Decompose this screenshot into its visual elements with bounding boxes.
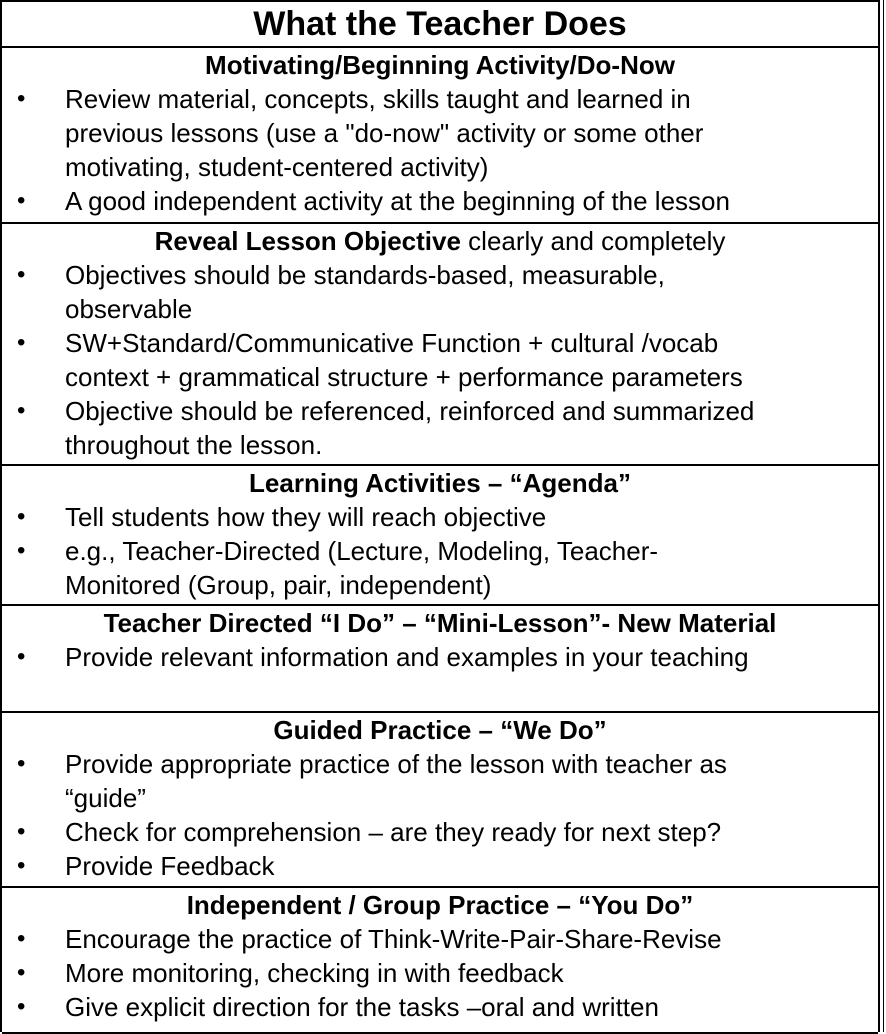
- bullet-item: [2, 326, 878, 394]
- bullet-item: [2, 990, 878, 1024]
- bullet-item: [2, 534, 878, 602]
- bullet-item: [2, 258, 878, 326]
- bullet-item: [2, 500, 878, 534]
- section-5: [2, 713, 878, 888]
- bullet-item: [2, 849, 878, 883]
- bullet-text-line: motivating, student-centered activity): [65, 152, 489, 182]
- bullet-text-line: context + grammatical structure + performance parameters: [65, 362, 743, 392]
- bullet-item: [2, 640, 878, 674]
- bullet-text-line: Tell students how they will reach objective: [65, 502, 547, 532]
- section-heading-bold: Guided Practice – “We Do”: [273, 715, 607, 745]
- section-heading-bold: Independent / Group Practice – “You Do”: [186, 890, 694, 920]
- bullet-icon: •: [17, 85, 26, 112]
- bullet-text-line: throughout the lesson.: [65, 430, 323, 460]
- bullet-item: [2, 184, 878, 218]
- bullet-text-line: “guide”: [65, 783, 146, 813]
- bullet-text-line: Give explicit direction for the tasks –oral and written: [65, 992, 659, 1022]
- bullet-text-line: observable: [65, 294, 193, 324]
- bullet-item: [2, 956, 878, 990]
- table-title: What the Teacher Does: [2, 2, 878, 48]
- bullet-text-line: Encourage the practice of Think-Write-Pair-Share-Revise: [65, 924, 722, 954]
- section-heading: [2, 466, 878, 500]
- bullet-icon: •: [17, 818, 26, 845]
- bullet-text-line: Provide relevant information and examples in your teaching: [65, 642, 749, 672]
- bullet-icon: •: [17, 187, 26, 214]
- bullet-text-line: Objective should be referenced, reinforced and summarized: [65, 396, 755, 426]
- section-heading-bold: Motivating/Beginning Activity/Do-Now: [205, 50, 675, 80]
- bullet-icon: •: [17, 993, 26, 1020]
- section-heading-bold: Reveal Lesson Objective: [154, 226, 461, 256]
- bullet-icon: •: [17, 643, 26, 670]
- section-heading-bold: Teacher Directed “I Do” – “Mini-Lesson”- New Material: [103, 608, 777, 638]
- section-4: [2, 606, 878, 713]
- bullet-item: [2, 747, 878, 815]
- bullet-icon: •: [17, 397, 26, 424]
- bullet-icon: •: [17, 261, 26, 288]
- bullet-icon: •: [17, 959, 26, 986]
- adjacent-column-border: [883, 0, 884, 1032]
- bullet-text-line: Review material, concepts, skills taught and learned in: [65, 84, 691, 114]
- bullet-item: [2, 922, 878, 956]
- section-2: [2, 224, 878, 466]
- section-6: [2, 888, 878, 1034]
- bullet-text-line: e.g., Teacher-Directed (Lecture, Modeling, Teacher-: [65, 536, 659, 566]
- section-heading: [2, 224, 878, 258]
- bullet-text-line: previous lessons (use a "do-now" activity or some other: [65, 118, 704, 148]
- section-heading: [2, 606, 878, 640]
- section-heading-rest: clearly and completely: [460, 226, 726, 256]
- bullet-text-line: SW+Standard/Communicative Function + cultural /vocab: [65, 328, 719, 358]
- bullet-icon: •: [17, 503, 26, 530]
- section-heading: [2, 48, 878, 82]
- bullet-icon: •: [17, 925, 26, 952]
- bullet-text-line: Monitored (Group, pair, independent): [65, 570, 492, 600]
- bullet-text-line: Provide Feedback: [65, 851, 275, 881]
- section-heading-bold: Learning Activities – “Agenda”: [249, 468, 631, 498]
- section-heading: [2, 713, 878, 747]
- bullet-item: [2, 82, 878, 184]
- bullet-text-line: More monitoring, checking in with feedback: [65, 958, 564, 988]
- section-3: [2, 466, 878, 606]
- bullet-icon: •: [17, 329, 26, 356]
- section-1: [2, 48, 878, 224]
- bullet-item: [2, 394, 878, 462]
- bullet-item: [2, 815, 878, 849]
- bullet-text-line: Objectives should be standards-based, measurable,: [65, 260, 665, 290]
- bullet-icon: •: [17, 852, 26, 879]
- bullet-icon: •: [17, 750, 26, 777]
- bullet-text-line: Provide appropriate practice of the lesson with teacher as: [65, 749, 727, 779]
- bullet-text-line: Check for comprehension – are they ready for next step?: [65, 817, 722, 847]
- bullet-icon: •: [17, 537, 26, 564]
- bullet-text-line: A good independent activity at the beginning of the lesson: [65, 186, 730, 216]
- section-heading: [2, 888, 878, 922]
